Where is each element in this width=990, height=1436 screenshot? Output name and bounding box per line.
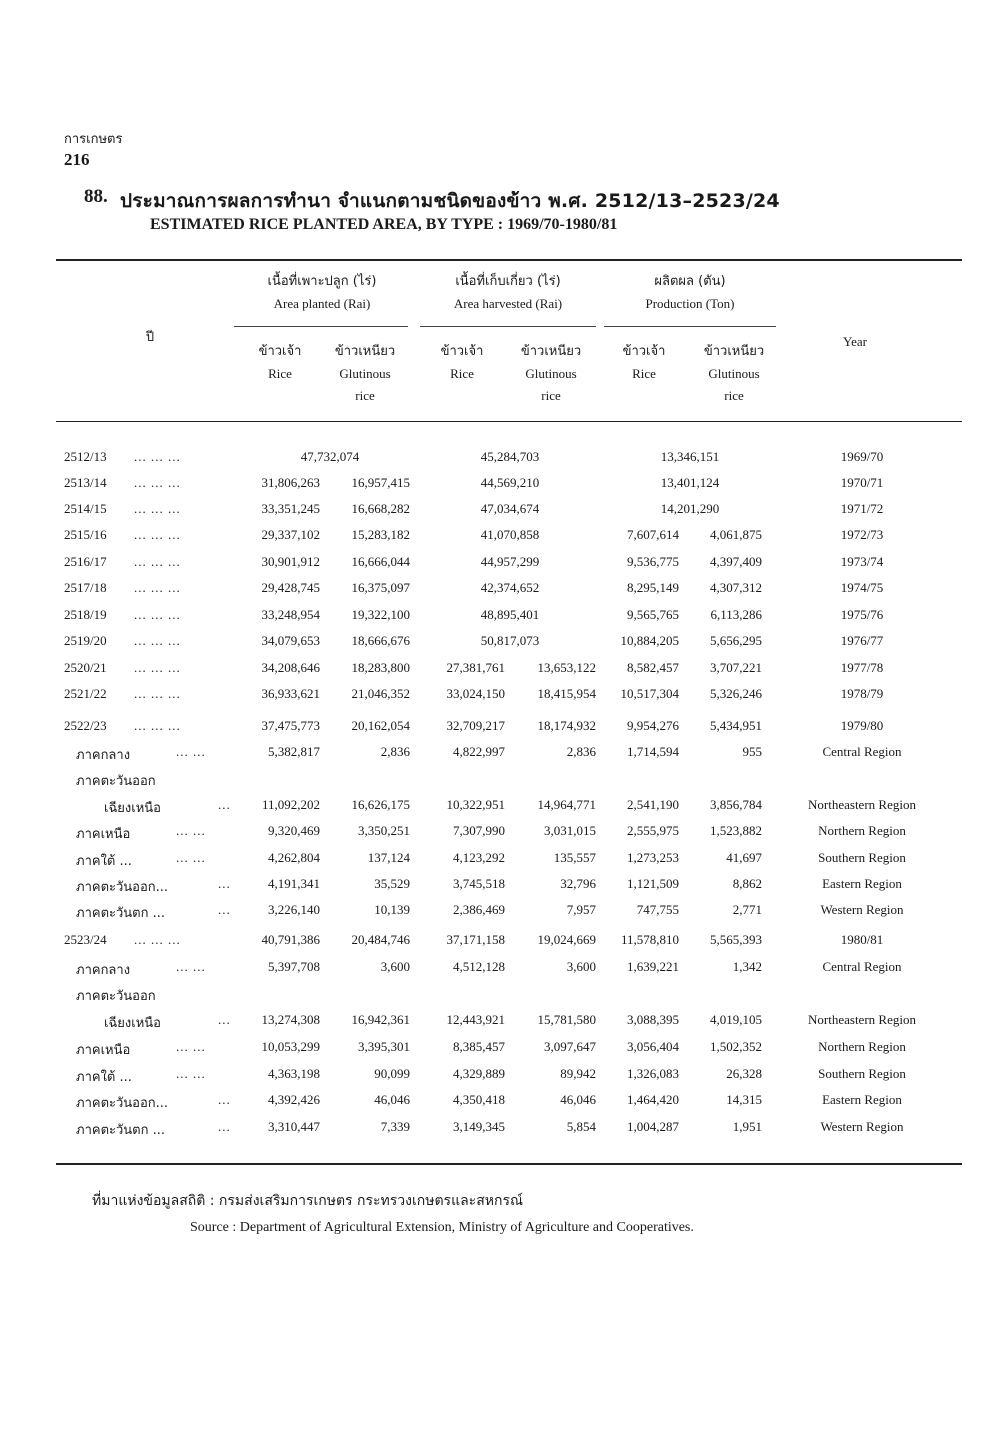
planted-rice-cell: 30,901,912 (261, 554, 320, 569)
harv-glut-cell: 89,942 (560, 1066, 596, 1081)
prod-glut-cell: 4,397,409 (710, 554, 762, 569)
row-leader-dots: ... (218, 876, 231, 891)
harv-rice-cell: 4,512,128 (453, 959, 505, 974)
harvested-total-cell: 44,957,299 (480, 554, 540, 569)
harvested-total-cell: 50,817,073 (480, 633, 540, 648)
harv-rice-cell: 12,443,921 (446, 1012, 505, 1027)
prod-glut-cell: 1,342 (732, 959, 762, 974)
planted-rice-cell: 37,475,773 (261, 718, 320, 733)
planted-header-thai: เนื้อที่เพาะปลูก (ไร่) (267, 274, 377, 289)
harv-rice-cell: 8,385,457 (453, 1039, 505, 1054)
row-leader-dots: ... (218, 797, 231, 812)
planted-glut-header-2: rice (355, 388, 375, 403)
harv-glut-cell: 13,653,122 (537, 660, 596, 675)
row-leader-dots: ... ... ... (134, 554, 181, 569)
prod-glut-cell: 955 (742, 744, 762, 759)
harvested-total-cell: 47,034,674 (480, 501, 540, 516)
planted-subrule (234, 326, 408, 327)
year-english-cell: Western Region (820, 902, 904, 917)
year-english-cell: 1969/70 (840, 449, 884, 464)
prod-rice-cell: 1,464,420 (627, 1092, 679, 1107)
year-english-cell: Eastern Region (822, 1092, 902, 1107)
planted-rice-cell: 34,208,646 (261, 660, 320, 675)
harv-rice-cell: 37,171,158 (446, 932, 505, 947)
harvested-header-thai: เนื้อที่เก็บเกี่ยว (ไร่) (455, 274, 561, 289)
table-title-english: ESTIMATED RICE PLANTED AREA, BY TYPE : 1969/70-1980/81 (150, 216, 618, 233)
header-rule (56, 421, 962, 422)
prod-rice-cell: 9,565,765 (627, 607, 679, 622)
prod-rice-cell: 10,517,304 (620, 686, 679, 701)
row-label: ภาคใต้ ... (76, 1070, 132, 1085)
harv-glut-cell: 5,854 (566, 1119, 596, 1134)
year-english-cell: 1971/72 (840, 501, 884, 516)
source-english: Source : Department of Agricultural Extension, Ministry of Agriculture and Cooperatives. (190, 1220, 694, 1235)
row-label: 2517/18 (64, 580, 107, 595)
row-leader-dots: ... ... ... (134, 475, 181, 490)
harv-glut-cell: 7,957 (566, 902, 596, 917)
row-leader-dots: ... ... ... (134, 501, 181, 516)
prod-glut-cell: 8,862 (732, 876, 762, 891)
harv-glut-cell: 32,796 (560, 876, 596, 891)
planted-glut-cell: 2,836 (380, 744, 410, 759)
harvested-total-cell: 48,895,401 (480, 607, 540, 622)
planted-header-english: Area planted (Rai) (273, 296, 371, 311)
row-label: ภาคตะวันออก... (76, 1096, 169, 1111)
prod-rice-cell: 2,555,975 (627, 823, 679, 838)
harv-glut-cell: 46,046 (560, 1092, 596, 1107)
row-leader-dots: ... ... (176, 823, 206, 838)
row-label: ภาคเหนือ (76, 1043, 131, 1058)
year-english-cell: 1978/79 (840, 686, 884, 701)
year-english-cell: 1970/71 (840, 475, 884, 490)
planted-rice-cell: 40,791,386 (261, 932, 320, 947)
row-label: ภาคตะวันตก ... (76, 1123, 166, 1138)
planted-rice-cell: 4,262,804 (268, 850, 320, 865)
planted-glut-cell: 3,350,251 (358, 823, 410, 838)
production-header-english: Production (Ton) (645, 296, 735, 311)
row-label: 2518/19 (64, 607, 107, 622)
page-number: 216 (64, 150, 90, 169)
row-label: ภาคตะวันออก (76, 774, 156, 789)
prod-rice-cell: 7,607,614 (627, 527, 679, 542)
row-label: 2523/24 (64, 932, 107, 947)
table-title-thai: ประมาณการผลการทำนา จำแนกตามชนิดของข้าว พ.ศ. 2512/13–2523/24 (120, 190, 780, 212)
harv-glut-cell: 2,836 (566, 744, 596, 759)
row-label: ภาคกลาง (76, 963, 131, 978)
harv-glut-cell: 3,031,015 (544, 823, 596, 838)
row-leader-dots: ... ... ... (134, 660, 181, 675)
year-english-cell: Eastern Region (822, 876, 902, 891)
source-thai: ที่มาแห่งข้อมูลสถิติ : กรมส่งเสริมการเกษตร กระทรวงเกษตรและสหกรณ์ (92, 1193, 523, 1209)
production-rice-header: Rice (632, 366, 656, 381)
row-label: เฉียงเหนือ (104, 1016, 161, 1031)
row-label: ภาคตะวันออก (76, 989, 156, 1004)
prod-rice-cell: 9,954,276 (627, 718, 679, 733)
section-name: การเกษตร (64, 132, 123, 147)
prod-glut-cell: 4,061,875 (710, 527, 762, 542)
planted-rice-cell: 5,397,708 (268, 959, 320, 974)
year-english-cell: Northern Region (818, 823, 906, 838)
row-label: ภาคใต้ ... (76, 854, 132, 869)
planted-rice-header-thai: ข้าวเจ้า (258, 344, 302, 359)
production-total-cell: 14,201,290 (660, 501, 720, 516)
harv-glut-cell: 18,174,932 (537, 718, 596, 733)
row-leader-dots: ... ... (176, 744, 206, 759)
row-label: ภาคตะวันออก... (76, 880, 169, 895)
harvested-total-cell: 44,569,210 (480, 475, 540, 490)
row-label: ภาคตะวันตก ... (76, 906, 166, 921)
planted-rice-cell: 34,079,653 (261, 633, 320, 648)
prod-rice-cell: 2,541,190 (627, 797, 679, 812)
year-english-cell: Central Region (822, 959, 902, 974)
top-rule (56, 259, 962, 261)
row-leader-dots: ... ... (176, 850, 206, 865)
prod-glut-cell: 4,019,105 (710, 1012, 762, 1027)
row-label: 2521/22 (64, 686, 107, 701)
planted-glut-cell: 3,395,301 (358, 1039, 410, 1054)
production-rice-header-thai: ข้าวเจ้า (622, 344, 666, 359)
harvested-subrule (420, 326, 596, 327)
row-label: 2515/16 (64, 527, 107, 542)
planted-rice-header: Rice (268, 366, 292, 381)
row-label: ภาคกลาง (76, 748, 131, 763)
row-leader-dots: ... ... ... (134, 932, 181, 947)
harv-glut-cell: 19,024,669 (537, 932, 596, 947)
harvested-total-cell: 45,284,703 (480, 449, 540, 464)
prod-rice-cell: 747,755 (636, 902, 679, 917)
row-leader-dots: ... (218, 902, 231, 917)
year-english-cell: Southern Region (818, 850, 906, 865)
row-leader-dots: ... (218, 1119, 231, 1134)
planted-rice-cell: 3,226,140 (268, 902, 320, 917)
row-leader-dots: ... ... ... (134, 633, 181, 648)
prod-glut-cell: 1,523,882 (710, 823, 762, 838)
row-label: เฉียงเหนือ (104, 801, 161, 816)
harv-glut-cell: 135,557 (553, 850, 596, 865)
prod-glut-cell: 5,656,295 (710, 633, 762, 648)
harvested-header-english: Area harvested (Rai) (453, 296, 563, 311)
planted-glut-cell: 16,957,415 (351, 475, 410, 490)
row-label: 2520/21 (64, 660, 107, 675)
production-total-cell: 13,346,151 (660, 449, 720, 464)
planted-rice-cell: 4,191,341 (268, 876, 320, 891)
harv-rice-cell: 33,024,150 (446, 686, 505, 701)
harvested-total-cell: 41,070,858 (480, 527, 540, 542)
planted-rice-cell: 9,320,469 (268, 823, 320, 838)
prod-glut-cell: 26,328 (726, 1066, 762, 1081)
production-header-thai: ผลิตผล (ตัน) (654, 274, 726, 289)
planted-glut-cell: 7,339 (380, 1119, 410, 1134)
planted-glut-cell: 20,162,054 (351, 718, 410, 733)
row-leader-dots: ... ... ... (134, 449, 181, 464)
planted-rice-cell: 36,933,621 (261, 686, 320, 701)
planted-rice-cell: 33,248,954 (261, 607, 320, 622)
planted-glut-cell: 15,283,182 (351, 527, 410, 542)
harv-rice-cell: 27,381,761 (446, 660, 505, 675)
planted-glut-cell: 3,600 (380, 959, 410, 974)
harv-rice-cell: 4,822,997 (453, 744, 505, 759)
harvested-rice-header: Rice (450, 366, 474, 381)
year-english-cell: Southern Region (818, 1066, 906, 1081)
planted-glut-cell: 18,666,676 (351, 633, 410, 648)
harv-rice-cell: 4,329,889 (453, 1066, 505, 1081)
prod-glut-cell: 2,771 (732, 902, 762, 917)
harv-rice-cell: 10,322,951 (446, 797, 505, 812)
year-header-english: Year (843, 334, 867, 349)
harvested-total-cell: 42,374,652 (480, 580, 540, 595)
planted-glut-cell: 10,139 (374, 902, 410, 917)
harvested-glut-header-thai: ข้าวเหนียว (520, 344, 582, 359)
year-english-cell: 1977/78 (840, 660, 884, 675)
planted-glut-cell: 137,124 (367, 850, 410, 865)
row-leader-dots: ... (218, 1012, 231, 1027)
planted-rice-cell: 29,337,102 (261, 527, 320, 542)
year-english-cell: 1974/75 (840, 580, 884, 595)
harv-rice-cell: 3,745,518 (453, 876, 505, 891)
harv-glut-cell: 18,415,954 (537, 686, 596, 701)
row-leader-dots: ... ... (176, 959, 206, 974)
prod-glut-cell: 4,307,312 (710, 580, 762, 595)
planted-rice-cell: 11,092,202 (261, 797, 320, 812)
year-english-cell: Central Region (822, 744, 902, 759)
harv-rice-cell: 3,149,345 (453, 1119, 505, 1134)
prod-glut-cell: 1,502,352 (710, 1039, 762, 1054)
planted-rice-cell: 4,363,198 (268, 1066, 320, 1081)
harv-rice-cell: 4,350,418 (453, 1092, 505, 1107)
planted-rice-cell: 4,392,426 (268, 1092, 320, 1107)
prod-glut-cell: 3,707,221 (710, 660, 762, 675)
harv-rice-cell: 7,307,990 (453, 823, 505, 838)
planted-glut-cell: 16,375,097 (351, 580, 410, 595)
prod-rice-cell: 1,326,083 (627, 1066, 679, 1081)
prod-rice-cell: 1,004,287 (627, 1119, 679, 1134)
harv-rice-cell: 4,123,292 (453, 850, 505, 865)
year-english-cell: 1972/73 (840, 527, 884, 542)
prod-glut-cell: 3,856,784 (710, 797, 762, 812)
harv-glut-cell: 3,600 (566, 959, 596, 974)
prod-rice-cell: 8,582,457 (627, 660, 679, 675)
harvested-glut-header: Glutinous (525, 366, 577, 381)
row-leader-dots: ... (218, 1092, 231, 1107)
planted-glut-cell: 16,666,044 (351, 554, 410, 569)
row-leader-dots: ... ... (176, 1066, 206, 1081)
production-glut-header-thai: ข้าวเหนียว (703, 344, 765, 359)
prod-glut-cell: 5,434,951 (710, 718, 762, 733)
planted-glut-cell: 16,942,361 (351, 1012, 410, 1027)
prod-rice-cell: 9,536,775 (627, 554, 679, 569)
row-label: 2514/15 (64, 501, 107, 516)
table-number: 88. (84, 186, 108, 207)
planted-rice-cell: 33,351,245 (261, 501, 320, 516)
planted-glut-header: Glutinous (339, 366, 391, 381)
planted-glut-header-thai: ข้าวเหนียว (334, 344, 396, 359)
row-label: 2522/23 (64, 718, 107, 733)
row-label: 2513/14 (64, 475, 107, 490)
row-leader-dots: ... ... ... (134, 686, 181, 701)
harvested-glut-header-2: rice (541, 388, 561, 403)
production-total-cell: 13,401,124 (660, 475, 720, 490)
prod-glut-cell: 5,326,246 (710, 686, 762, 701)
year-english-cell: 1980/81 (840, 932, 884, 947)
bottom-rule (56, 1163, 962, 1165)
harv-rice-cell: 2,386,469 (453, 902, 505, 917)
row-leader-dots: ... ... ... (134, 718, 181, 733)
production-glut-header: Glutinous (708, 366, 760, 381)
prod-rice-cell: 3,056,404 (627, 1039, 679, 1054)
planted-total-cell: 47,732,074 (300, 449, 360, 464)
prod-glut-cell: 41,697 (726, 850, 762, 865)
year-english-cell: Western Region (820, 1119, 904, 1134)
prod-glut-cell: 5,565,393 (710, 932, 762, 947)
prod-rice-cell: 11,578,810 (620, 932, 679, 947)
year-english-cell: 1976/77 (840, 633, 884, 648)
planted-glut-cell: 16,626,175 (351, 797, 410, 812)
production-subrule (604, 326, 776, 327)
prod-rice-cell: 8,295,149 (627, 580, 679, 595)
production-glut-header-2: rice (724, 388, 744, 403)
row-leader-dots: ... ... ... (134, 527, 181, 542)
row-leader-dots: ... ... ... (134, 580, 181, 595)
year-english-cell: 1975/76 (840, 607, 884, 622)
prod-rice-cell: 1,121,509 (627, 876, 679, 891)
prod-glut-cell: 1,951 (732, 1119, 762, 1134)
prod-rice-cell: 3,088,395 (627, 1012, 679, 1027)
row-label: 2512/13 (64, 449, 107, 464)
year-english-cell: 1973/74 (840, 554, 884, 569)
planted-glut-cell: 46,046 (374, 1092, 410, 1107)
prod-rice-cell: 1,273,253 (627, 850, 679, 865)
row-leader-dots: ... ... (176, 1039, 206, 1054)
planted-rice-cell: 10,053,299 (261, 1039, 320, 1054)
row-label: 2519/20 (64, 633, 107, 648)
harv-glut-cell: 15,781,580 (537, 1012, 596, 1027)
planted-rice-cell: 13,274,308 (261, 1012, 320, 1027)
planted-glut-cell: 20,484,746 (351, 932, 410, 947)
row-label: 2516/17 (64, 554, 107, 569)
row-leader-dots: ... ... ... (134, 607, 181, 622)
prod-glut-cell: 6,113,286 (710, 607, 762, 622)
row-label: ภาคเหนือ (76, 827, 131, 842)
planted-glut-cell: 16,668,282 (351, 501, 410, 516)
year-english-cell: Northeastern Region (808, 797, 916, 812)
planted-glut-cell: 18,283,800 (351, 660, 410, 675)
prod-rice-cell: 1,714,594 (627, 744, 679, 759)
planted-rice-cell: 5,382,817 (268, 744, 320, 759)
prod-rice-cell: 1,639,221 (627, 959, 679, 974)
planted-rice-cell: 29,428,745 (261, 580, 320, 595)
prod-rice-cell: 10,884,205 (620, 633, 679, 648)
planted-rice-cell: 31,806,263 (261, 475, 320, 490)
harv-glut-cell: 14,964,771 (537, 797, 596, 812)
harvested-rice-header-thai: ข้าวเจ้า (440, 344, 484, 359)
planted-glut-cell: 21,046,352 (351, 686, 410, 701)
year-header-thai: ปี (145, 330, 155, 345)
year-english-cell: 1979/80 (840, 718, 884, 733)
year-english-cell: Northeastern Region (808, 1012, 916, 1027)
year-english-cell: Northern Region (818, 1039, 906, 1054)
prod-glut-cell: 14,315 (726, 1092, 762, 1107)
harv-rice-cell: 32,709,217 (446, 718, 505, 733)
planted-glut-cell: 19,322,100 (351, 607, 410, 622)
planted-glut-cell: 90,099 (374, 1066, 410, 1081)
planted-glut-cell: 35,529 (374, 876, 410, 891)
harv-glut-cell: 3,097,647 (544, 1039, 596, 1054)
planted-rice-cell: 3,310,447 (268, 1119, 320, 1134)
